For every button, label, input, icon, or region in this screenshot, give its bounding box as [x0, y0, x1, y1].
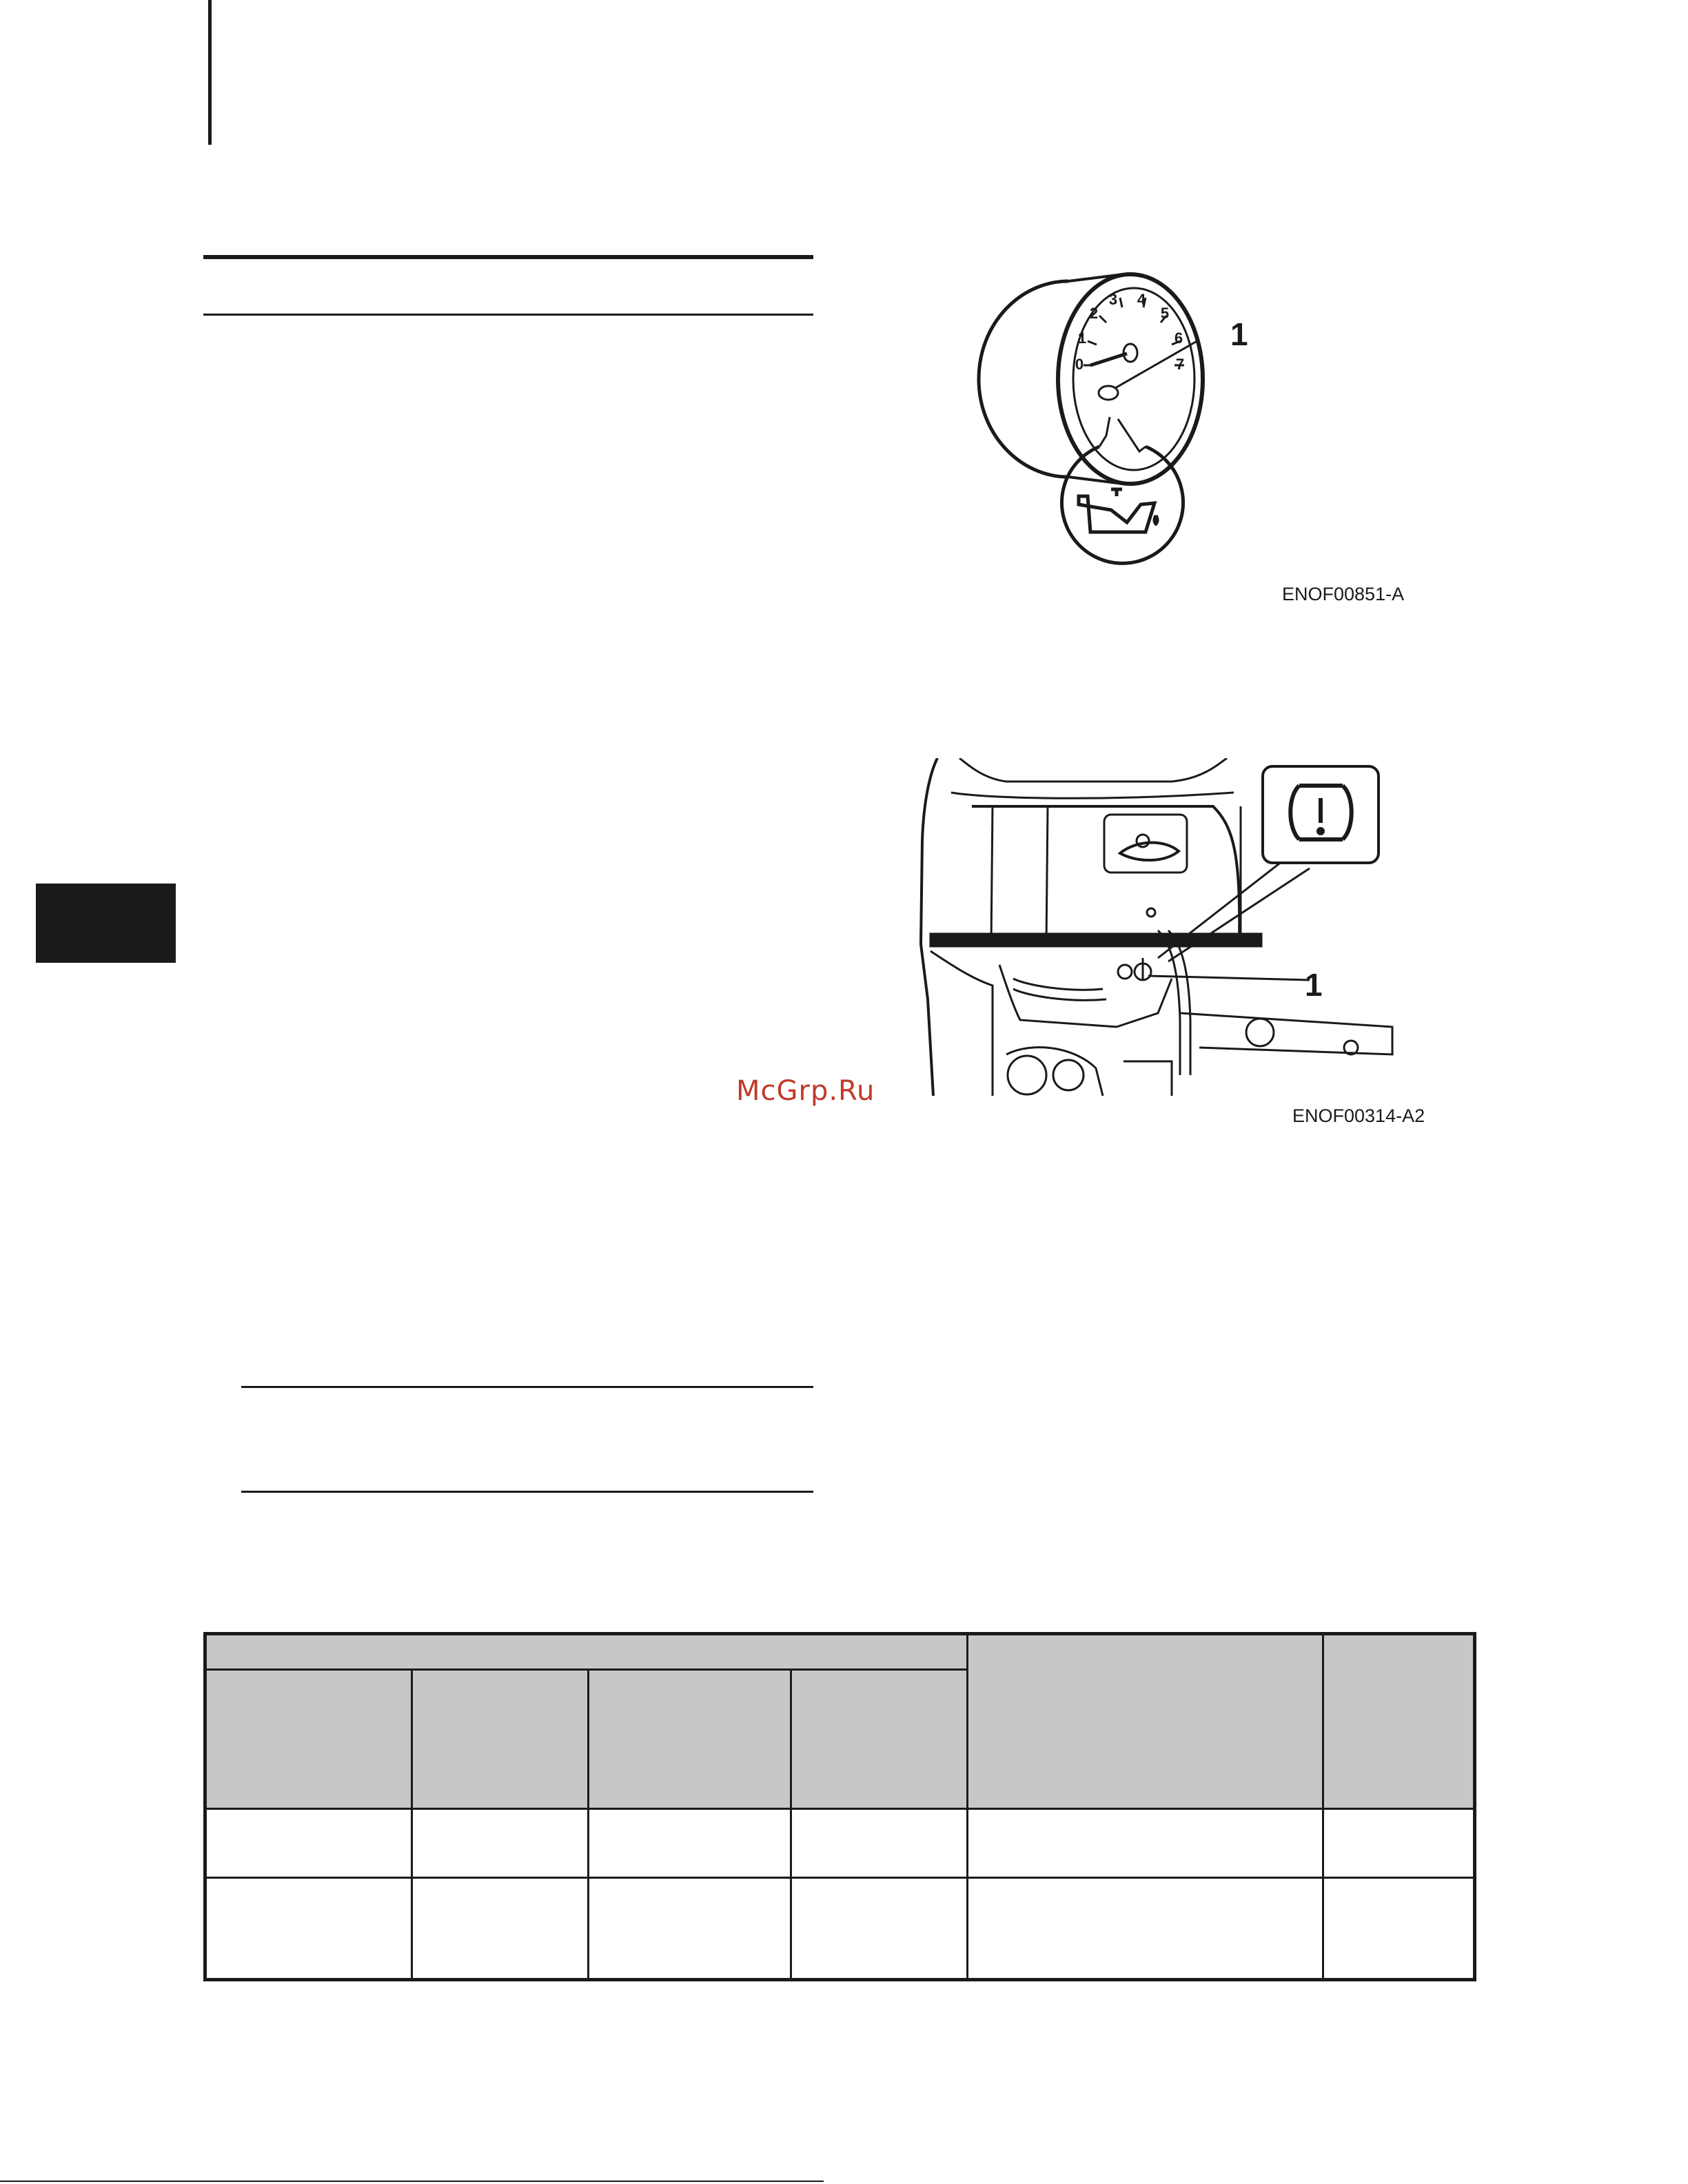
table-cell	[791, 1878, 967, 1980]
table-header-group	[205, 1634, 968, 1670]
cover-latch	[1120, 843, 1179, 861]
table-cell	[1323, 1878, 1475, 1980]
chapter-tab	[36, 884, 176, 963]
cover-seam-band	[931, 934, 1261, 946]
table-row	[205, 1878, 1475, 1980]
table-header-row-1	[205, 1634, 1475, 1670]
table-cell	[588, 1809, 791, 1878]
table-header-col-6	[1323, 1634, 1475, 1809]
table-header-col-2	[412, 1670, 588, 1809]
tiller-pivot	[1246, 1019, 1274, 1046]
gauge-needle	[1090, 354, 1127, 365]
figure-2-callout: 1	[1305, 967, 1323, 1003]
footer-rule	[0, 2181, 824, 2182]
gauge-housing	[979, 281, 1068, 477]
engine-cover-right	[972, 806, 1239, 944]
spec-table	[203, 1632, 1476, 1981]
table-header-col-1	[205, 1670, 412, 1809]
tachometer-figure	[965, 262, 1268, 586]
engine-cover-left	[921, 758, 937, 1096]
table-cell	[205, 1809, 412, 1878]
table-cell	[412, 1809, 588, 1878]
note-rule-bottom	[241, 1491, 813, 1493]
section-heading-rule-top	[203, 255, 813, 259]
figure-2-code: ENOF00314-A2	[1292, 1105, 1425, 1126]
outboard-motor-figure	[910, 758, 1406, 1103]
gauge-label-0: 0	[1075, 356, 1084, 373]
oil-lamp	[1099, 386, 1118, 400]
table-header-col-5	[967, 1634, 1323, 1809]
section-heading-rule-bottom	[203, 314, 813, 316]
gauge-label-4: 4	[1137, 291, 1146, 308]
gauge-label-3: 3	[1108, 291, 1118, 308]
callout-leader	[1115, 340, 1199, 388]
gauge-label-2: 2	[1089, 305, 1099, 322]
gauge-label-5: 5	[1160, 305, 1170, 322]
table-cell	[1323, 1809, 1475, 1878]
gauge-label-7: 7	[1175, 356, 1185, 373]
figure-1-code: ENOF00851-A	[1282, 584, 1405, 604]
table-header-col-3	[588, 1670, 791, 1809]
note-rule-top	[241, 1386, 813, 1388]
table-cell	[588, 1878, 791, 1980]
table-row	[205, 1809, 1475, 1878]
engine-part	[1008, 1056, 1046, 1094]
table-cell	[967, 1809, 1323, 1878]
figure-1-callout: 1	[1230, 316, 1248, 352]
margin-bar	[208, 0, 212, 145]
gauge-label-1: 1	[1077, 329, 1087, 347]
gauge-label-6: 6	[1174, 329, 1183, 347]
table-cell	[205, 1878, 412, 1980]
table-header-col-4	[791, 1670, 967, 1809]
watermark: McGrp.Ru	[736, 1075, 875, 1107]
table-cell	[412, 1878, 588, 1980]
table-cell	[791, 1809, 967, 1878]
table-cell	[967, 1878, 1323, 1980]
oil-can-zoom-icon	[1079, 489, 1157, 532]
